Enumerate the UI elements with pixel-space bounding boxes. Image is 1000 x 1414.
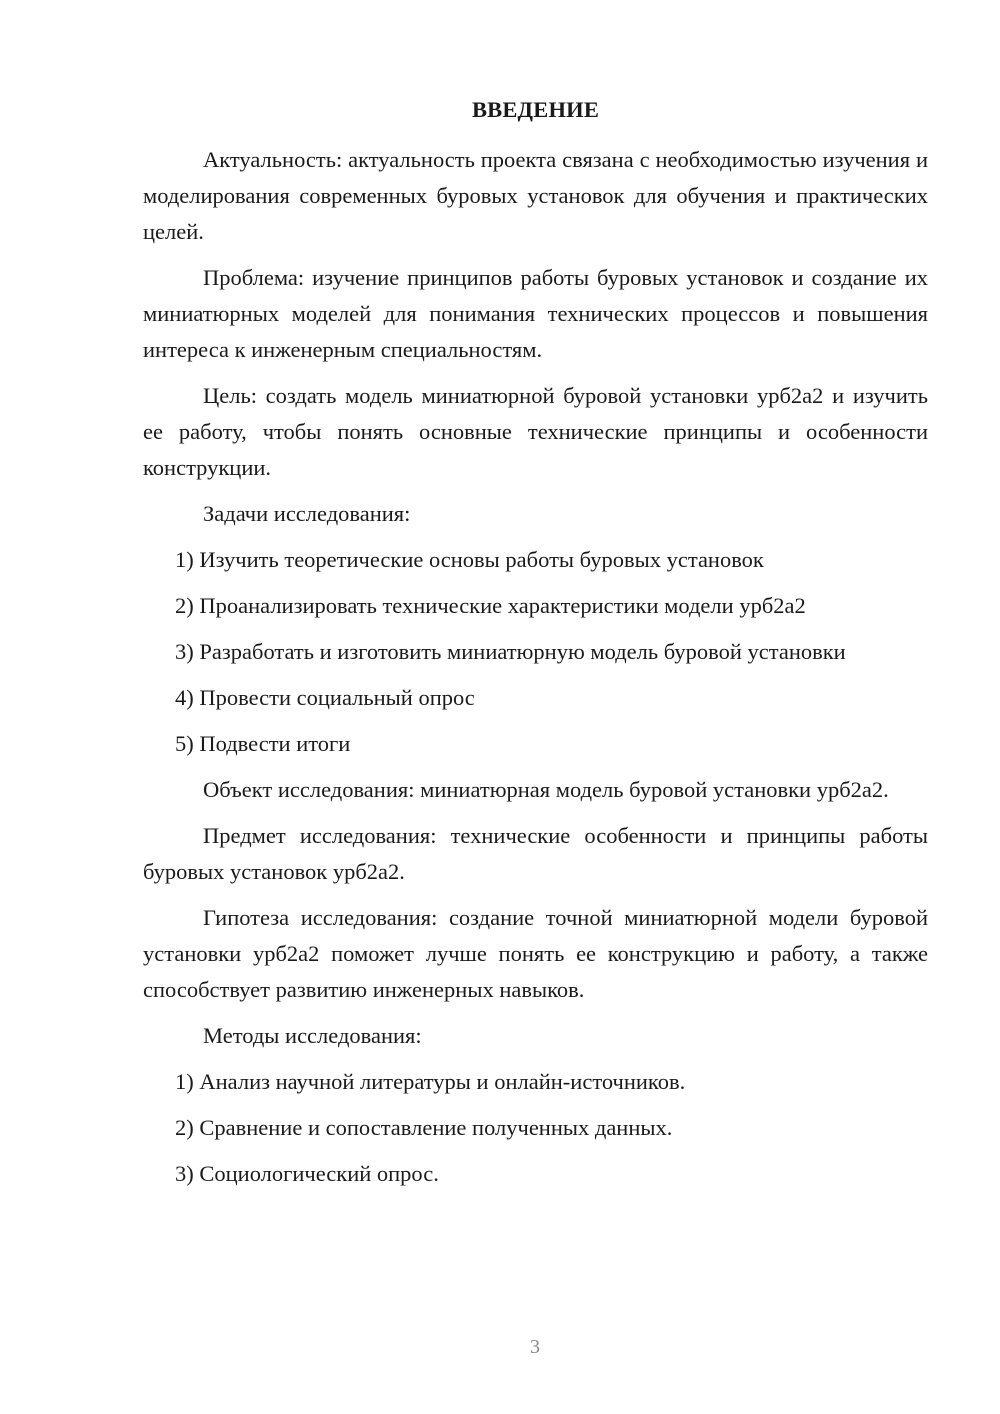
problem-paragraph: Проблема: изучение принципов работы буровых установок и создание их миниатюрных моделей для понимания технических процессов и повышения интереса к инженерным специальностям. bbox=[143, 265, 928, 362]
task-item: 5) Подвести итоги bbox=[175, 731, 351, 756]
methods-list bbox=[143, 1064, 928, 1192]
goal-paragraph: Цель: создать модель миниатюрной буровой установки урб2а2 и изучить ее работу, чтобы понять основные технические принципы и особенности конструкции. bbox=[143, 383, 928, 480]
relevance-paragraph: Актуальность: актуальность проекта связана с необходимостью изучения и моделирования современных буровых установок для обучения и практических целей. bbox=[143, 147, 928, 244]
document-page bbox=[143, 92, 928, 1202]
method-item: 3) Социологический опрос. bbox=[175, 1161, 439, 1186]
tasks-heading: Задачи исследования: bbox=[203, 501, 411, 526]
subject-paragraph: Предмет исследования: технические особенности и принципы работы буровых установок урб2а2. bbox=[143, 823, 928, 884]
task-item: 3) Разработать и изготовить миниатюрную модель буровой установки bbox=[175, 639, 846, 664]
object-paragraph: Объект исследования: миниатюрная модель буровой установки урб2а2. bbox=[203, 777, 889, 802]
document-title: ВВЕДЕНИЕ bbox=[471, 97, 600, 122]
task-item: 1) Изучить теоретические основы работы буровых установок bbox=[175, 547, 764, 572]
task-item: 2) Проанализировать технические характеристики модели урб2а2 bbox=[175, 593, 806, 618]
page-number: 3 bbox=[530, 1336, 540, 1358]
methods-heading: Методы исследования: bbox=[203, 1023, 422, 1048]
task-item: 4) Провести социальный опрос bbox=[175, 685, 475, 710]
method-item: 1) Анализ научной литературы и онлайн-источников. bbox=[175, 1069, 686, 1094]
hypothesis-paragraph: Гипотеза исследования: создание точной миниатюрной модели буровой установки урб2а2 поможет лучше понять ее конструкцию и работу, а также способствует развитию инженерных навыков. bbox=[143, 905, 928, 1002]
tasks-list bbox=[143, 542, 928, 762]
method-item: 2) Сравнение и сопоставление полученных данных. bbox=[175, 1115, 673, 1140]
